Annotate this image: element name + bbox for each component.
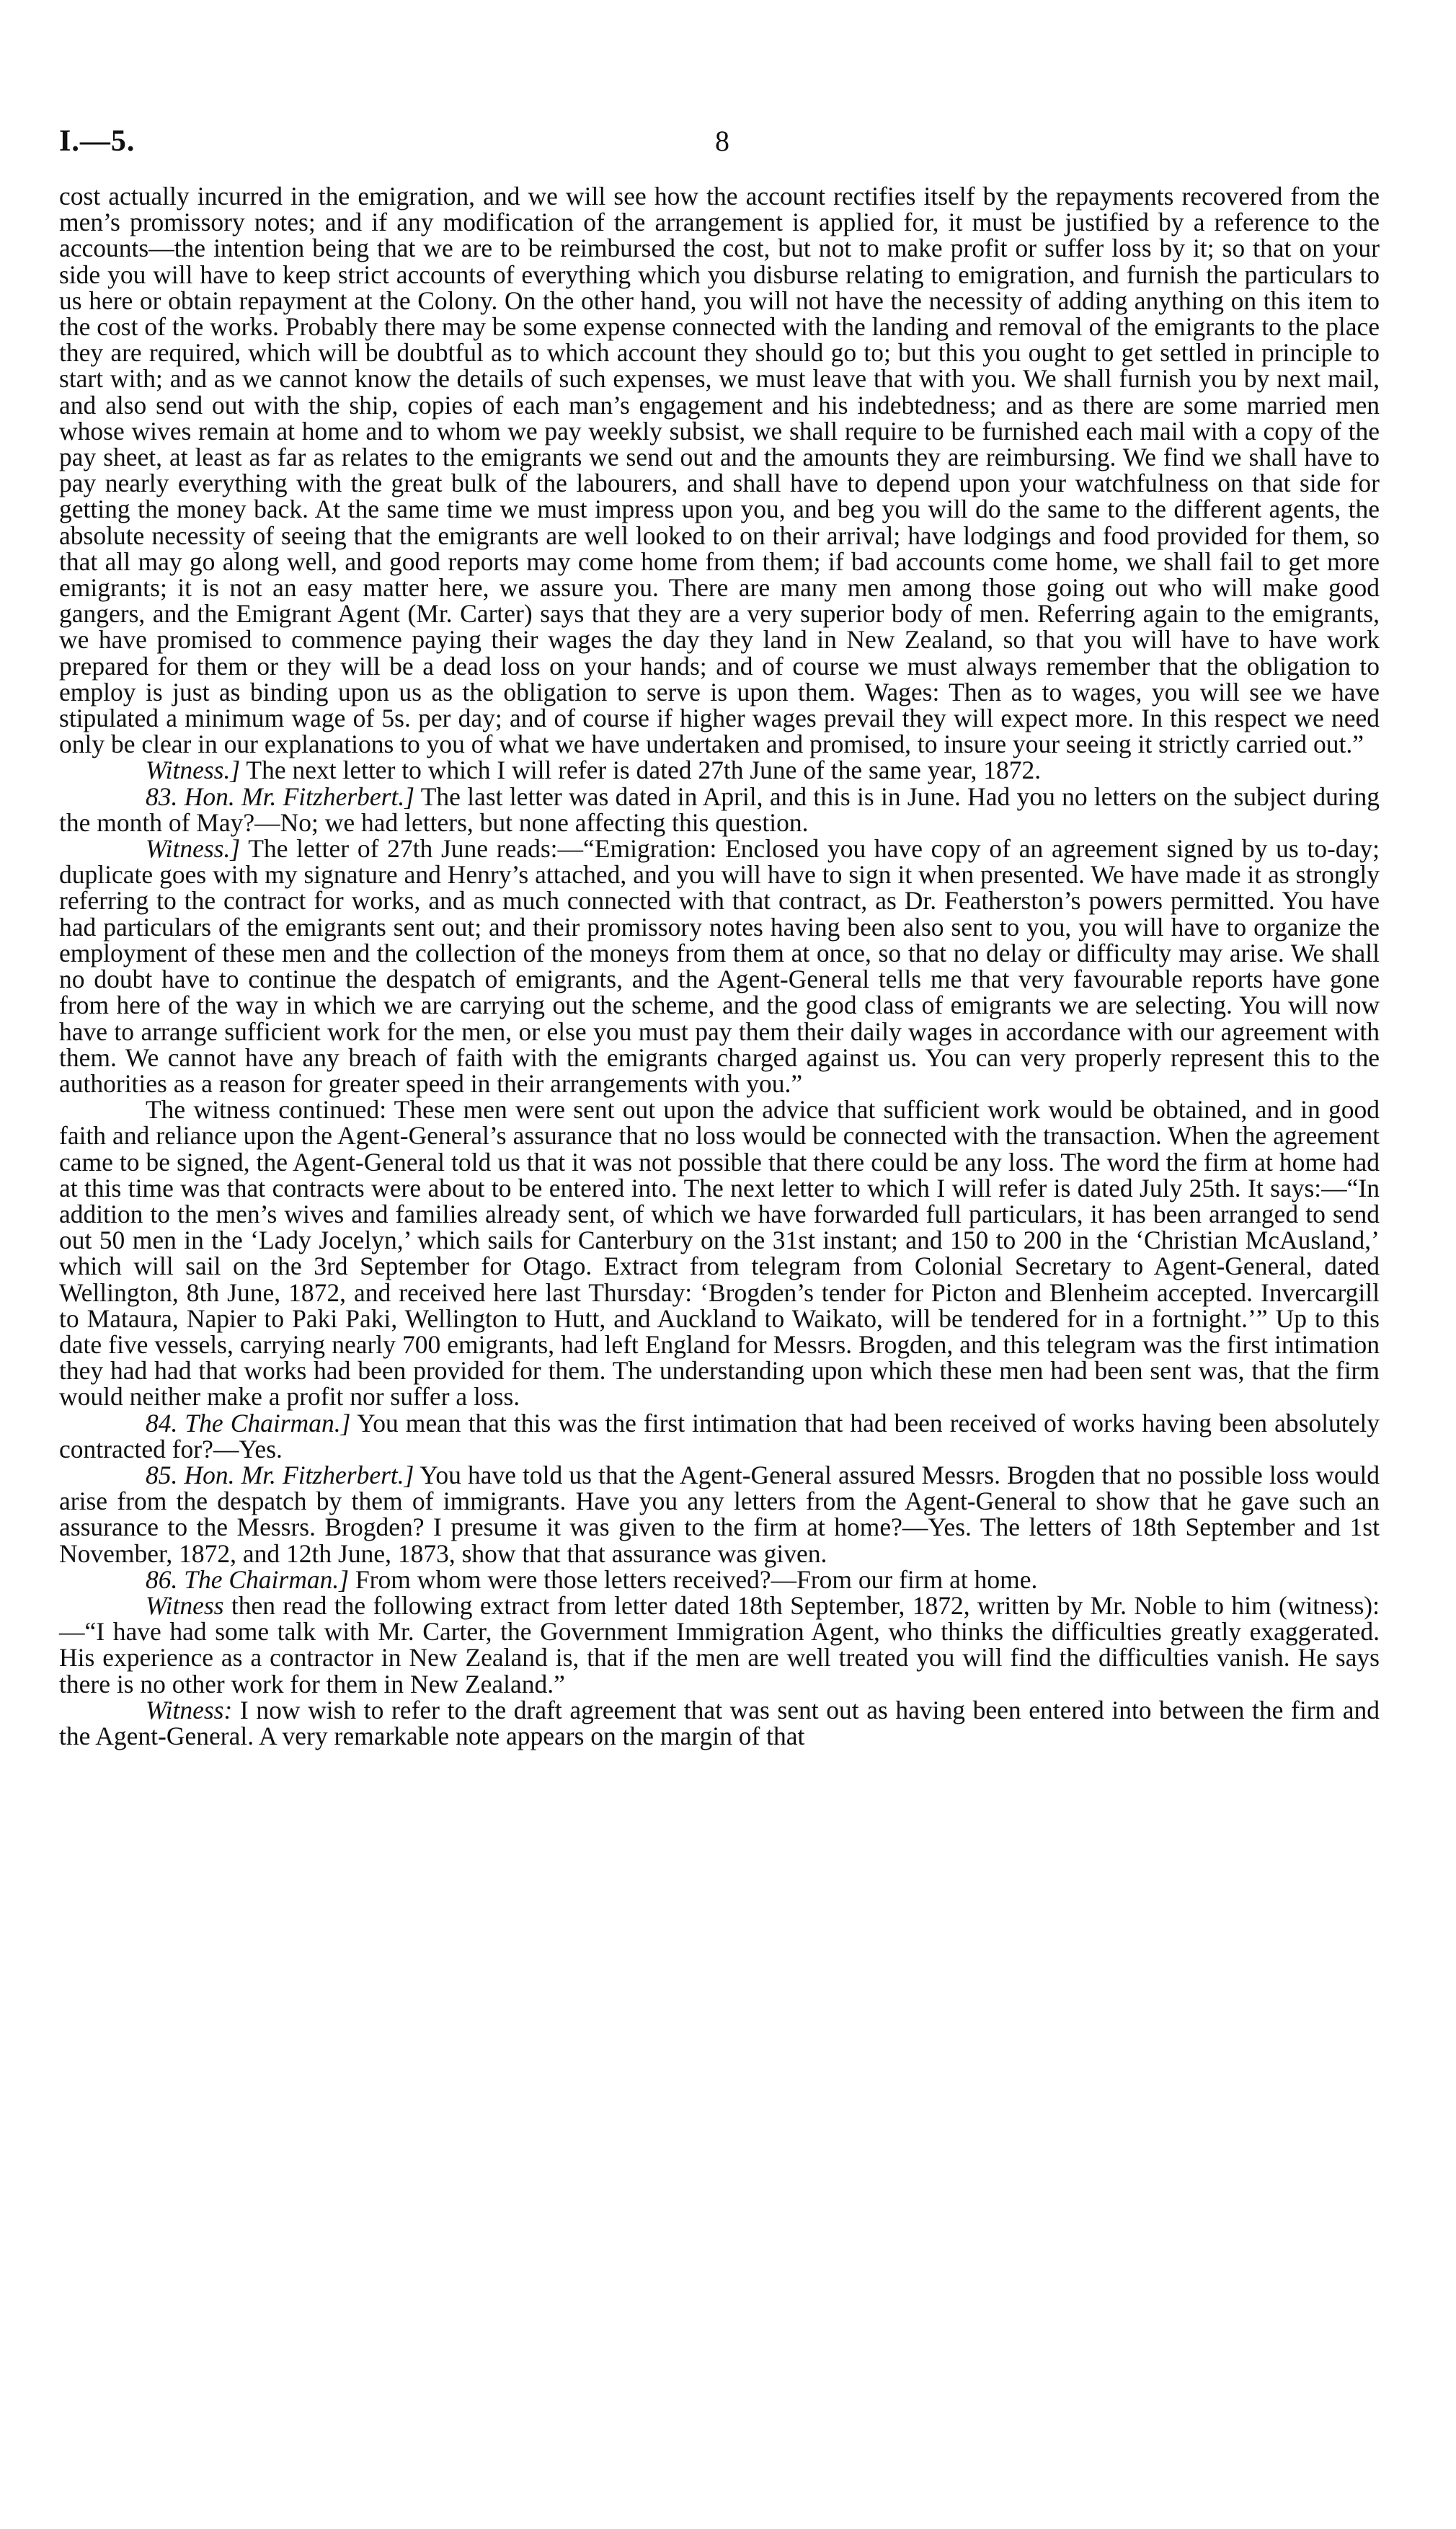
speaker-label: 86. The Chairman.] <box>146 1564 350 1594</box>
paragraph <box>59 757 1380 783</box>
paragraph <box>59 781 1380 837</box>
paragraph <box>59 183 1380 757</box>
paragraph-text: From whom were those letters received?—From our firm at home. <box>349 1564 1038 1594</box>
speaker-label: 83. Hon. Mr. Fitzherbert.] <box>146 781 415 811</box>
body-text <box>59 183 1380 1749</box>
speaker-label: Witness.] <box>146 756 241 785</box>
speaker-label: 84. The Chairman.] <box>146 1408 351 1438</box>
paragraph <box>59 1410 1380 1462</box>
speaker-label: Witness: <box>146 1695 233 1724</box>
page-number: 8 <box>715 125 729 157</box>
paragraph-text: You have told us that the Agent-General assured Messrs. Brogden that no possible loss would arise from the despatch by them of immigrants. Have you any letters from the Agent-General to show that he gave such an assurance to the Messrs. Brogden? I presume it was given to the firm at home?—Yes. The letters of 18th September and 1st November, 1872, and 12th June, 1873, show that that assurance was given. <box>59 1460 1380 1568</box>
paragraph-text: The letter of 27th June reads:—“Emigration: Enclosed you have copy of an agreement signed by us to-day; duplicate goes with my signature and Henry’s attached, and you will have to sign it when presented. We have made it as strongly referring to the contract for works, and as much connected with that contract, as Dr. Featherston’s powers permitted. You have had particulars of the emigrants sent out; and their promissory notes having been also sent to you, you will have to organize the employment of these men and the collection of the moneys from them at once, so that no delay or difficulty may arise. We shall no doubt have to continue the despatch of emigrants, and the Agent-General tells me that very favourable reports have gone from here of the way in which we are carrying out the scheme, and the good class of emigrants we are selecting. You will now have to arrange sufficient work for the men, or else you must pay them their daily wages in accordance with our agreement with them. We cannot have any breach of faith with the emigrants charged against us. You can very properly represent this to the authorities as a reason for greater speed in their arrangements with you.” <box>59 834 1380 1098</box>
paragraph-text: then read the following extract from letter dated 18th September, 1872, written by Mr. Noble to him (witness):—“I have had some talk with Mr. Carter, the Government Immigration Agent, who thinks the difficulties greatly exaggerated. His experience as a contractor in New Zealand is, that if the men are well treated you will find the difficulties vanish. He says there is no other work for them in New Zealand.” <box>59 1590 1380 1698</box>
paragraph-text: I now wish to refer to the draft agreement that was sent out as having been entered into between the firm and the Agent-General. A very remarkable note appears on the margin of that <box>59 1695 1380 1750</box>
paragraph <box>59 1564 1380 1594</box>
paragraph <box>59 1462 1380 1567</box>
paragraph <box>59 1095 1380 1412</box>
paragraph <box>59 836 1380 1097</box>
paragraph-text: The witness continued: These men were sent out upon the advice that sufficient work would be obtained, and in good faith and reliance upon the Agent-General’s assurance that no loss would be connected with the transaction. When the agreement came to be signed, the Agent-General told us that it was not possible that there could be any loss. The word the firm at home had at this time was that contracts were about to be entered into. The next letter to which I will refer is dated July 25th. It says:—“In addition to the men’s wives and families already sent, of which we have forwarded full particulars, it has been arranged to send out 50 men in the ‘Lady Jocelyn,’ which sails for Canterbury on the 31st instant; and 150 to 200 in the ‘Christian McAusland,’ which will sail on the 3rd September for Otago. Extract from telegram from Colonial Secretary to Agent-General, dated Wellington, 8th June, 1872, and received here last Thursday: ‘Brogden’s tender for Picton and Blenheim accepted. Invercargill to Mataura, Napier to Paki Paki, Wellington to Hutt, and Auckland to Waikato, will be tendered for in a fortnight.’” Up to this date five vessels, carrying nearly 700 emigrants, had left England for Messrs. Brogden, and this telegram was the first intimation they had had that works had been provided for them. The understanding upon which these men had been sent was, that the firm would neither make a profit nor suffer a loss. <box>59 1095 1380 1412</box>
document-reference: I.—5. <box>59 125 136 158</box>
speaker-label: Witness.] <box>146 834 241 864</box>
paragraph-text: The last letter was dated in April, and this is in June. Had you no letters on the subject during the month of May?—No; we had letters, but none affecting this question. <box>59 781 1380 837</box>
paragraph <box>59 1590 1380 1698</box>
paragraph-text: cost actually incurred in the emigration, and we will see how the account rectifies itself by the repayments recovered from the men’s promissory notes; and if any modification of the arrangement is applied for, it must be justified by a reference to the accounts—the intention being that we are to be reimbursed the cost, but not to make profit or suffer loss by it; so that on your side you will have to keep strict accounts of everything which you disburse relating to emigration, and furnish the particulars to us here or obtain repayment at the Colony. On the other hand, you will not have the necessity of adding anything on this item to the cost of the works. Probably there may be some expense connected with the landing and removal of the emigrants to the place they are required, which will be doubtful as to which account they should go to; but this you ought to get settled in principle to start with; and as we cannot know the details of such expenses, we must leave that with you. We shall furnish you by next mail, and also send out with the ship, copies of each man’s engagement and his indebtedness; and as there are some married men whose wives remain at home and to whom we pay weekly subsist, we shall require to be furnished each mail with a copy of the pay sheet, at least as far as relates to the emigrants we send out and the amounts they are reimbursing. We find we shall have to pay nearly everything with the great bulk of the labourers, and shall have to depend upon your watchfulness on that side for getting the money back. At the same time we must impress upon you, and beg you will do the same to the different agents, the absolute necessity of seeing that the emigrants are well looked to on their arrival; have lodgings and food provided for them, so that all may go along well, and good reports may come home from them; if bad accounts come home, we shall fail to get more emigrants; it is not an easy matter here, we assure you. There are many men among those going out who will make good gangers, and the Emigrant Agent (Mr. Carter) says that they are a very superior body of men. Referring again to the emigrants, we have promised to commence paying their wages the day they land in New Zealand, so that you will have to have work prepared for them or they will be a dead loss on your hands; and of course we must always remember that the obligation to employ is just as binding upon us as the obligation to serve is upon them. Wages: Then as to wages, you will see we have stipulated a minimum wage of 5s. per day; and of course if higher wages prevail they will expect more. In this respect we need only be clear in our explanations to you of what we have undertaken and promised, to insure your seeing it strictly carried out.” <box>59 182 1380 759</box>
page-header <box>59 124 1380 167</box>
speaker-label: Witness <box>146 1590 224 1620</box>
paragraph-text: You mean that this was the first intimation that had been received of works having been absolutely contracted for?—Yes. <box>59 1408 1380 1463</box>
paragraph <box>59 1697 1380 1749</box>
paragraph-text: The next letter to which I will refer is dated 27th June of the same year, 1872. <box>240 756 1042 785</box>
speaker-label: 85. Hon. Mr. Fitzherbert.] <box>146 1460 414 1489</box>
